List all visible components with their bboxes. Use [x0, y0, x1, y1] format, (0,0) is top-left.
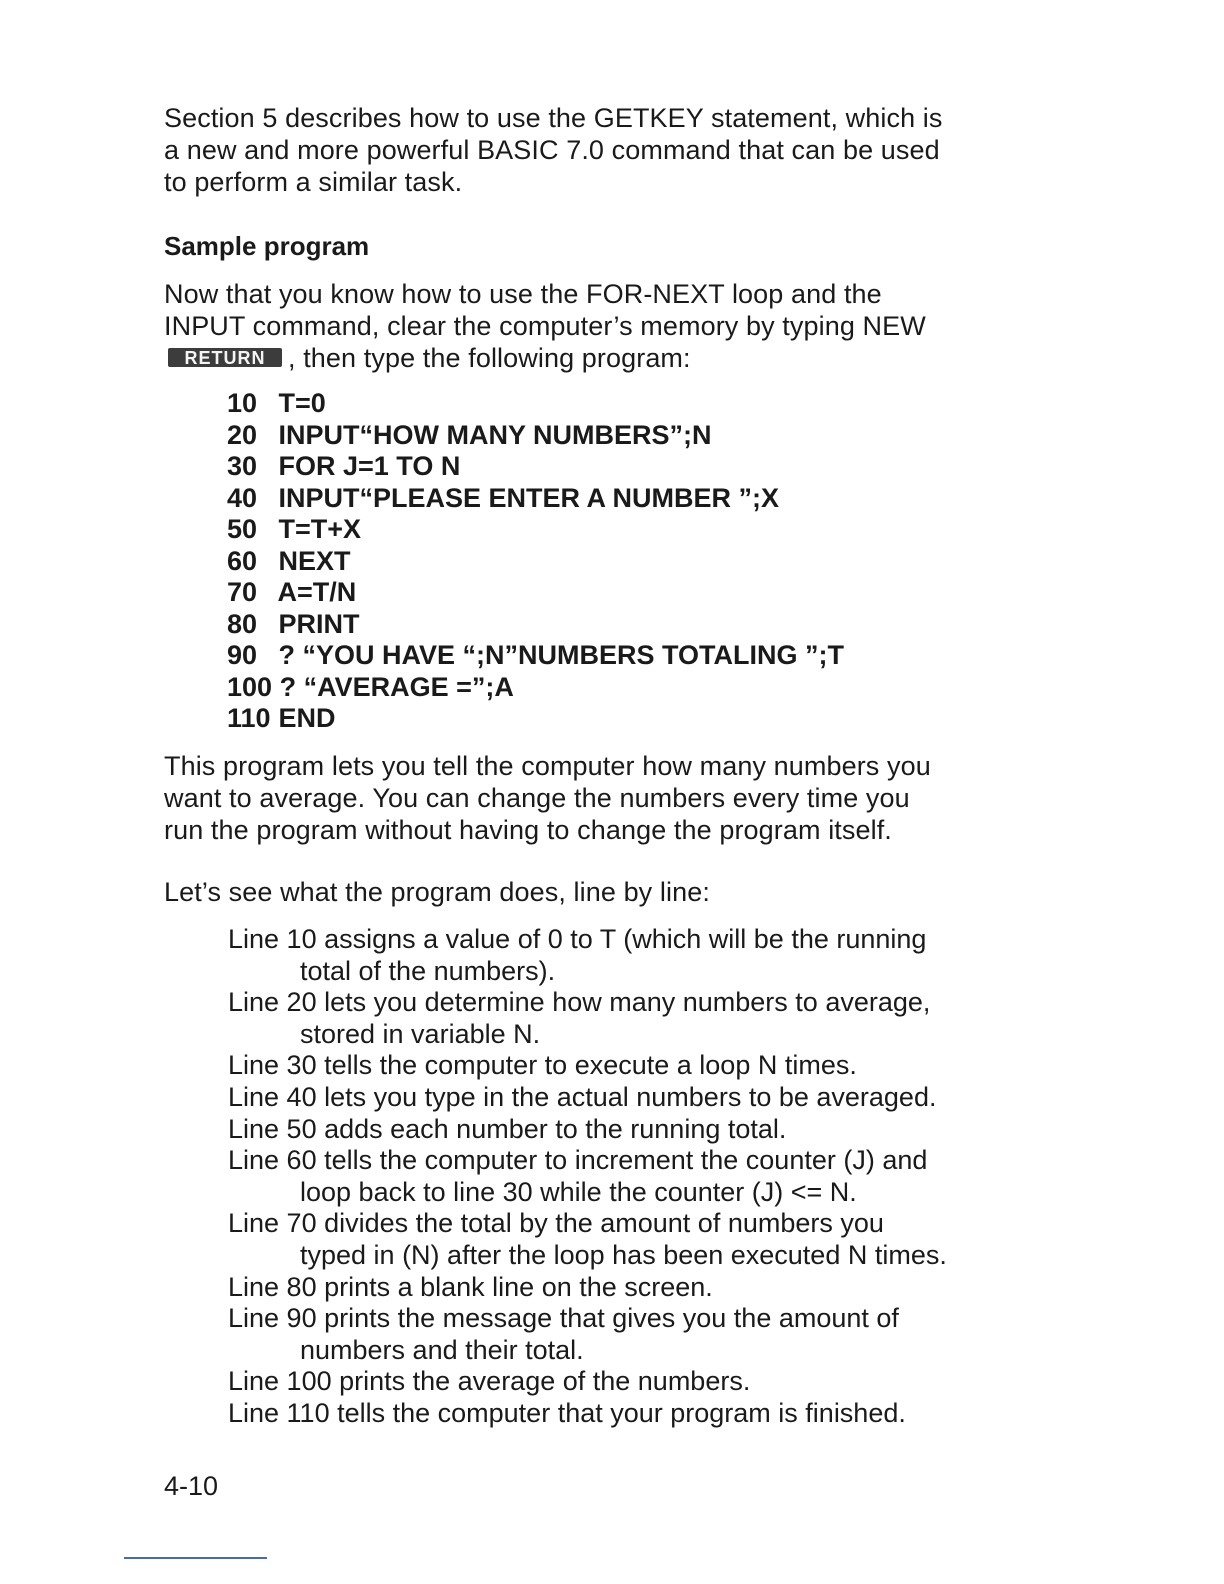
code-text: NEXT [278, 545, 351, 576]
code-line [227, 608, 844, 640]
code-text: END [278, 703, 336, 733]
code-text: INPUT“PLEASE ENTER A NUMBER ”;X [278, 482, 780, 513]
explanation-item [228, 1366, 947, 1398]
explanation-continuation: total of the numbers). [300, 955, 556, 986]
code-text: FOR J=1 TO N [278, 451, 461, 481]
line-number: 40 [227, 482, 258, 513]
line-number: 10 [227, 388, 258, 418]
line-number: 100 [227, 671, 273, 702]
line-number: 20 [227, 419, 258, 450]
explanation-continuation: typed in (N) after the loop has been executed N times. [300, 1239, 947, 1270]
explanation-continuation: loop back to line 30 while the counter (J) <= N. [300, 1176, 857, 1207]
explanation-text: Line 70 divides the total by the amount of numbers you [228, 1208, 884, 1239]
page-number: 4-10 [164, 1471, 219, 1501]
section-heading: Sample program [164, 231, 370, 261]
summary-line: want to average. You can change the numbers every time you [164, 783, 910, 813]
code-text: ? “YOU HAVE “;N”NUMBERS TOTALING ”;T [278, 640, 844, 670]
instructions-line-tail: , then type the following program: [288, 343, 691, 373]
explanation-text: Line 90 prints the message that gives you the amount of [228, 1303, 899, 1334]
explanation-text: Line 110 tells the computer that your program is finished. [228, 1397, 906, 1428]
summary-paragraph [164, 750, 1004, 846]
code-line [227, 450, 844, 482]
return-key-label: RETURN [184, 348, 266, 368]
code-text: ? “AVERAGE =”;A [279, 671, 514, 702]
code-line [227, 576, 844, 608]
walkthrough-intro: Let’s see what the program does, line by line: [164, 877, 710, 907]
explanation-text: Line 10 assigns a value of 0 to T (which will be the running [228, 924, 927, 954]
explanation-continuation: stored in variable N. [300, 1018, 541, 1049]
explanation-text: Line 100 prints the average of the numbers. [228, 1366, 751, 1397]
program-listing [227, 387, 844, 734]
explanation-text: Line 20 lets you determine how many numbers to average, [228, 987, 931, 1018]
instructions-line: Now that you know how to use the FOR-NEXT loop and the [164, 279, 882, 309]
instructions-line: INPUT command, clear the computer’s memory by typing NEW [164, 311, 926, 341]
code-line [227, 387, 844, 419]
explanation-item [228, 924, 947, 987]
line-number: 60 [227, 545, 258, 576]
explanation-item [228, 1114, 947, 1146]
explanation-item [228, 1208, 947, 1271]
code-line [227, 419, 844, 451]
code-text: INPUT“HOW MANY NUMBERS”;N [278, 419, 712, 450]
intro-paragraph [164, 102, 1004, 198]
instructions-line [164, 342, 1004, 374]
code-line [227, 545, 844, 577]
line-number: 90 [227, 640, 258, 670]
explanation-item [228, 1398, 947, 1430]
summary-line: run the program without having to change the program itself. [164, 815, 892, 845]
explanation-text: Line 60 tells the computer to increment the counter (J) and [228, 1145, 928, 1176]
explanation-item [228, 1272, 947, 1304]
code-text: A=T/N [277, 577, 357, 607]
code-text: PRINT [278, 608, 360, 639]
explanation-item [228, 1145, 947, 1208]
code-text: T=0 [278, 388, 326, 418]
explanation-continuation: numbers and their total. [300, 1334, 584, 1365]
line-number: 80 [227, 608, 258, 639]
code-text: T=T+X [278, 514, 362, 544]
line-number: 50 [227, 514, 258, 544]
explanation-text: Line 80 prints a blank line on the screen. [228, 1271, 713, 1302]
summary-line: This program lets you tell the computer how many numbers you [164, 751, 931, 781]
code-line [227, 639, 844, 671]
line-number: 70 [227, 577, 258, 607]
explanation-text: Line 40 lets you type in the actual numbers to be averaged. [228, 1081, 937, 1112]
line-number: 110 [227, 703, 271, 733]
code-line [227, 671, 844, 703]
explanation-item [228, 1303, 947, 1366]
explanation-item [228, 987, 947, 1050]
line-number: 30 [227, 451, 258, 481]
intro-line: a new and more powerful BASIC 7.0 command that can be used [164, 135, 940, 165]
explanation-text: Line 30 tells the computer to execute a loop N times. [228, 1050, 857, 1081]
explanation-text: Line 50 adds each number to the running total. [228, 1113, 787, 1144]
intro-line: to perform a similar task. [164, 167, 463, 197]
code-line [227, 513, 844, 545]
line-explanations [228, 924, 947, 1430]
intro-line: Section 5 describes how to use the GETKEY statement, which is [164, 103, 943, 133]
instructions-paragraph [164, 278, 1004, 374]
return-key-icon [164, 346, 286, 370]
explanation-item [228, 1050, 947, 1082]
code-line [227, 702, 844, 734]
code-line [227, 482, 844, 514]
explanation-item [228, 1082, 947, 1114]
footer-rule [124, 1557, 267, 1559]
